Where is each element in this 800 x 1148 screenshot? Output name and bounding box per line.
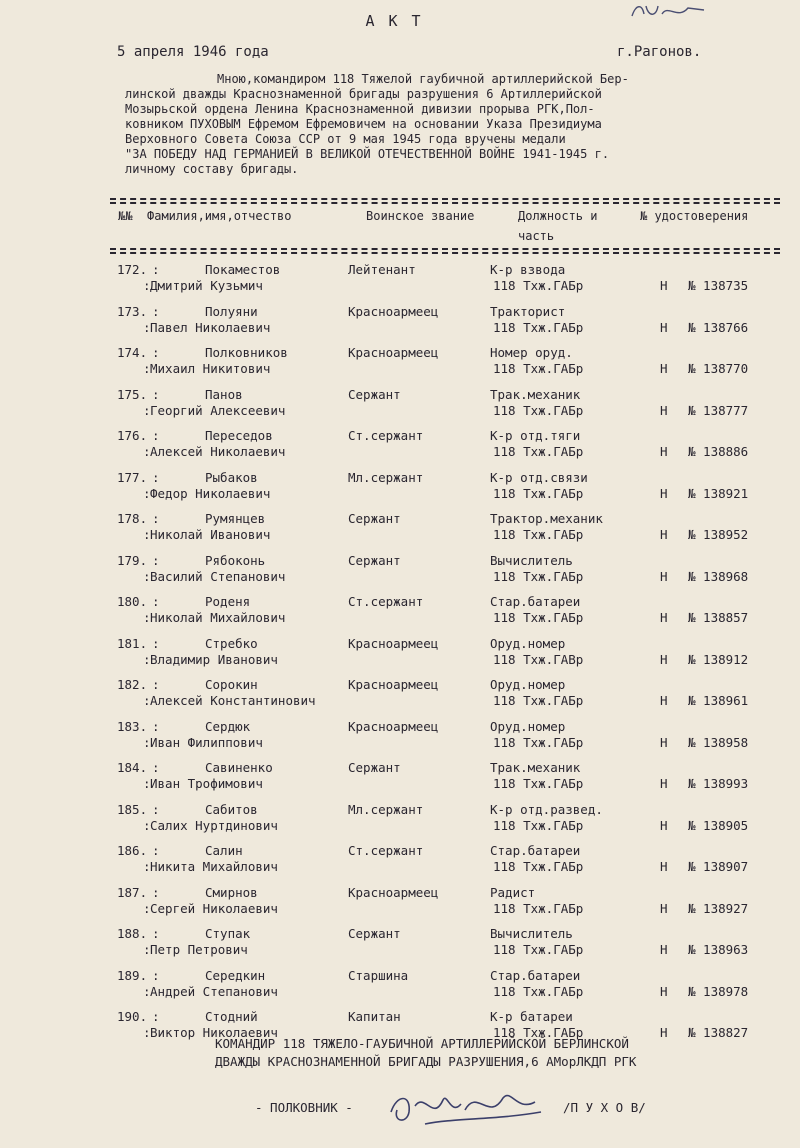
- row-number: 178.: [117, 511, 148, 526]
- row-separator: :: [152, 303, 160, 319]
- row-unit: 118 Тхж.ГАБр: [493, 942, 584, 957]
- row-certificate: № 138907: [688, 859, 749, 874]
- row-surname: Ступак: [205, 926, 251, 941]
- row-number: 188.: [117, 926, 148, 941]
- row-separator: :: [152, 843, 160, 858]
- intro-line: Мною,командиром 118 Тяжелой гаубичной артиллерийской Бер-: [217, 72, 629, 86]
- row-given-names: Василий Степанович: [150, 568, 286, 584]
- row-series: Н: [660, 361, 668, 376]
- row-position: К-р отд.связи: [490, 469, 588, 485]
- row-surname: Сорокин: [205, 677, 258, 692]
- row-number: 177.: [117, 469, 148, 485]
- row-series: Н: [660, 485, 668, 501]
- row-position: Вычислитель: [490, 926, 573, 941]
- row-surname: Стодний: [205, 1009, 258, 1024]
- row-position: К-р батареи: [490, 1009, 573, 1024]
- row-rank: Красноармеец: [348, 884, 439, 900]
- intro-line: Мозырьской ордена Ленина Краснознаменной дивизии прорыва РГК,Пол-: [125, 102, 595, 116]
- row-series: Н: [660, 402, 668, 418]
- header-position-part: часть: [518, 229, 555, 243]
- row-certificate: № 138766: [688, 319, 749, 335]
- row-unit: 118 Тхж.ГАБр: [493, 776, 584, 791]
- row-number: 190.: [117, 1009, 148, 1024]
- row-separator: :: [152, 469, 160, 485]
- row-position: Оруд.номер: [490, 635, 566, 651]
- row-series: Н: [660, 1025, 668, 1040]
- row-position: Стар.батареи: [490, 843, 581, 858]
- row-given-names: Павел Николаевич: [150, 319, 271, 335]
- row-given-names: Сергей Николаевич: [150, 900, 278, 916]
- row-certificate: № 138770: [688, 361, 749, 376]
- row-separator: :: [152, 345, 160, 360]
- header-name: Фамилия,имя,отчество: [147, 209, 292, 223]
- row-surname: Роденя: [205, 594, 251, 609]
- row-unit: 118 Тхж.ГАБр: [493, 485, 584, 501]
- row-separator: :: [152, 760, 160, 775]
- row-certificate: № 138961: [688, 693, 749, 708]
- row-unit: 118 Тхж.ГАБр: [493, 1025, 584, 1040]
- row-rank: Лейтенант: [348, 262, 416, 277]
- row-position: Оруд.номер: [490, 718, 566, 734]
- intro-line: "ЗА ПОБЕДУ НАД ГЕРМАНИЕЙ В ВЕЛИКОЙ ОТЕЧЕСТВЕННОЙ ВОЙНЕ 1941-1945 г.: [125, 147, 610, 161]
- row-number: 173.: [117, 303, 148, 319]
- intro-line: ковником ПУХОВЫМ Ефремом Ефремовичем на основании Указа Президиума: [125, 117, 602, 131]
- row-surname: Панов: [205, 386, 243, 402]
- row-rank: Красноармеец: [348, 303, 439, 319]
- row-series: Н: [660, 568, 668, 584]
- row-given-names: Иван Филиппович: [150, 734, 263, 750]
- row-series: Н: [660, 693, 668, 708]
- row-number: 172.: [117, 262, 148, 277]
- row-given-names: Алексей Николаевич: [150, 444, 286, 459]
- row-certificate: № 138921: [688, 485, 749, 501]
- commander-title-line1: КОМАНДИР 118 ТЯЖЕЛО-ГАУБИЧНОЙ АРТИЛЛЕРИЙСКОЙ БЕРЛИНСКОЙ: [215, 1036, 629, 1051]
- row-unit: 118 Тхж.ГАБр: [493, 402, 584, 418]
- row-separator: :: [152, 594, 160, 609]
- row-certificate: № 138993: [688, 776, 749, 791]
- row-surname: Полковников: [205, 345, 288, 360]
- row-position: Радист: [490, 884, 536, 900]
- row-series: Н: [660, 776, 668, 791]
- row-number: 186.: [117, 843, 148, 858]
- row-separator: :: [143, 610, 151, 625]
- row-rank: Ст.сержант: [348, 843, 424, 858]
- intro-paragraph: [125, 72, 780, 177]
- intro-line: Верховного Совета Союза ССР от 9 мая 1945 года вручены медали: [125, 132, 566, 146]
- row-separator: :: [152, 801, 160, 817]
- row-number: 180.: [117, 594, 148, 609]
- row-separator: :: [143, 817, 151, 833]
- row-certificate: № 138952: [688, 527, 749, 542]
- row-separator: :: [143, 900, 151, 916]
- row-separator: :: [143, 361, 151, 376]
- handwritten-signature: [385, 1082, 545, 1132]
- row-rank: Красноармеец: [348, 635, 439, 651]
- row-surname: Сердюк: [205, 718, 251, 734]
- row-position: Тракторист: [490, 303, 566, 319]
- row-given-names: Андрей Степанович: [150, 983, 278, 999]
- header-position: Должность и: [518, 209, 598, 223]
- row-certificate: № 138857: [688, 610, 749, 625]
- row-rank: Ст.сержант: [348, 428, 424, 443]
- row-unit: 118 Тхж.ГАБр: [493, 444, 584, 459]
- row-separator: :: [143, 319, 151, 335]
- row-unit: 118 Тхж.ГАБр: [493, 693, 584, 708]
- row-certificate: № 138912: [688, 651, 749, 667]
- row-separator: :: [143, 444, 151, 459]
- row-surname: Покаместов: [205, 262, 281, 277]
- row-certificate: № 138963: [688, 942, 749, 957]
- row-series: Н: [660, 610, 668, 625]
- row-certificate: № 138968: [688, 568, 749, 584]
- row-separator: :: [143, 568, 151, 584]
- row-separator: :: [143, 485, 151, 501]
- table-top-rule: [110, 202, 780, 204]
- row-separator: :: [152, 926, 160, 941]
- table-header-rule: [110, 248, 780, 250]
- row-number: 181.: [117, 635, 148, 651]
- row-rank: Старшина: [348, 967, 409, 983]
- row-separator: :: [152, 428, 160, 443]
- row-number: 176.: [117, 428, 148, 443]
- row-number: 189.: [117, 967, 148, 983]
- document-place: г.Рагонов.: [617, 44, 702, 60]
- row-given-names: Никита Михайлович: [150, 859, 278, 874]
- row-certificate: № 138735: [688, 278, 749, 293]
- row-number: 184.: [117, 760, 148, 775]
- row-position: Оруд.номер: [490, 677, 566, 692]
- row-series: Н: [660, 859, 668, 874]
- row-separator: :: [143, 1025, 151, 1040]
- row-number: 187.: [117, 884, 148, 900]
- row-separator: :: [143, 859, 151, 874]
- row-certificate: № 138958: [688, 734, 749, 750]
- row-rank: Капитан: [348, 1009, 401, 1024]
- row-series: Н: [660, 651, 668, 667]
- row-series: Н: [660, 900, 668, 916]
- row-separator: :: [143, 734, 151, 750]
- row-number: 179.: [117, 552, 148, 568]
- row-separator: :: [143, 278, 151, 293]
- row-separator: :: [152, 718, 160, 734]
- row-separator: :: [143, 983, 151, 999]
- row-given-names: Петр Петрович: [150, 942, 248, 957]
- row-separator: :: [143, 651, 151, 667]
- row-rank: Красноармеец: [348, 677, 439, 692]
- row-rank: Ст.сержант: [348, 594, 424, 609]
- row-surname: Переседов: [205, 428, 273, 443]
- commander-name: /П У Х О В/: [563, 1100, 646, 1115]
- row-series: Н: [660, 444, 668, 459]
- header-rank: Воинское звание: [366, 209, 475, 223]
- row-position: К-р взвода: [490, 262, 566, 277]
- row-separator: :: [152, 511, 160, 526]
- row-unit: 118 Тхж.ГАБр: [493, 527, 584, 542]
- row-separator: :: [152, 1009, 160, 1024]
- row-series: Н: [660, 319, 668, 335]
- row-position: Трак.механик: [490, 386, 581, 402]
- row-unit: 118 Тхж.ГАБр: [493, 361, 584, 376]
- row-separator: :: [152, 635, 160, 651]
- row-unit: 118 Тхж.ГАБр: [493, 278, 584, 293]
- commander-rank: - ПОЛКОВНИК -: [255, 1100, 353, 1115]
- row-number: 183.: [117, 718, 148, 734]
- row-surname: Рябоконь: [205, 552, 266, 568]
- document-date: 5 апреля 1946 года: [117, 44, 269, 60]
- row-separator: :: [143, 693, 151, 708]
- row-unit: 118 Тхж.ГАБр: [493, 983, 584, 999]
- row-surname: Полуяни: [205, 303, 258, 319]
- row-separator: :: [143, 402, 151, 418]
- row-given-names: Николай Иванович: [150, 527, 271, 542]
- row-separator: :: [152, 677, 160, 692]
- row-rank: Сержант: [348, 760, 401, 775]
- row-rank: Мл.сержант: [348, 801, 424, 817]
- row-separator: :: [152, 386, 160, 402]
- row-rank: Сержант: [348, 926, 401, 941]
- row-separator: :: [152, 884, 160, 900]
- row-given-names: Георгий Алексеевич: [150, 402, 286, 418]
- row-given-names: Алексей Константинович: [150, 693, 316, 708]
- row-series: Н: [660, 983, 668, 999]
- row-surname: Сабитов: [205, 801, 258, 817]
- row-certificate: № 138978: [688, 983, 749, 999]
- table-header-rule: [110, 252, 780, 254]
- row-position: Трактор.механик: [490, 511, 603, 526]
- row-certificate: № 138886: [688, 444, 749, 459]
- row-position: К-р отд.тяги: [490, 428, 581, 443]
- intro-line: личному составу бригады.: [125, 162, 299, 176]
- row-rank: Сержант: [348, 552, 401, 568]
- document-title: АКТ: [365, 12, 435, 30]
- row-given-names: Дмитрий Кузьмич: [150, 278, 263, 293]
- row-given-names: Михаил Никитович: [150, 361, 271, 376]
- header-number: №№: [118, 209, 133, 223]
- row-surname: Салин: [205, 843, 243, 858]
- row-certificate: № 138827: [688, 1025, 749, 1040]
- row-surname: Румянцев: [205, 511, 266, 526]
- row-certificate: № 138927: [688, 900, 749, 916]
- row-number: 182.: [117, 677, 148, 692]
- row-separator: :: [143, 527, 151, 542]
- row-surname: Смирнов: [205, 884, 258, 900]
- row-unit: 118 Тхж.ГАБр: [493, 610, 584, 625]
- row-position: Стар.батареи: [490, 594, 581, 609]
- row-position: Трак.механик: [490, 760, 581, 775]
- row-position: К-р отд.развед.: [490, 801, 603, 817]
- row-series: Н: [660, 817, 668, 833]
- row-rank: Сержант: [348, 386, 401, 402]
- row-given-names: Владимир Иванович: [150, 651, 278, 667]
- row-separator: :: [143, 942, 151, 957]
- row-unit: 118 Тхж.ГАБр: [493, 734, 584, 750]
- row-unit: 118 Тхж.ГАБр: [493, 900, 584, 916]
- row-given-names: Николай Михайлович: [150, 610, 286, 625]
- row-unit: 118 Тхж.ГАБр: [493, 319, 584, 335]
- row-separator: :: [152, 552, 160, 568]
- row-series: Н: [660, 527, 668, 542]
- row-surname: Рыбаков: [205, 469, 258, 485]
- intro-line: линской дважды Краснознаменной бригады разрушения 6 Артиллерийской: [125, 87, 602, 101]
- header-cert: № удостоверения: [640, 209, 749, 223]
- row-surname: Стребко: [205, 635, 258, 651]
- row-series: Н: [660, 942, 668, 957]
- commander-title-line2: ДВАЖДЫ КРАСНОЗНАМЕННОЙ БРИГАДЫ РАЗРУШЕНИЯ,6 АМорЛКДП РГК: [215, 1054, 637, 1069]
- row-series: Н: [660, 278, 668, 293]
- row-unit: 118 Тхж.ГАБр: [493, 859, 584, 874]
- row-number: 174.: [117, 345, 148, 360]
- row-given-names: Салих Нуртдинович: [150, 817, 278, 833]
- row-separator: :: [152, 967, 160, 983]
- row-unit: 118 Тхж.ГАБр: [493, 817, 584, 833]
- row-position: Номер оруд.: [490, 345, 573, 360]
- row-rank: Мл.сержант: [348, 469, 424, 485]
- row-separator: :: [143, 776, 151, 791]
- row-position: Вычислитель: [490, 552, 573, 568]
- table-top-rule: [110, 198, 780, 200]
- row-series: Н: [660, 734, 668, 750]
- row-surname: Савиненко: [205, 760, 273, 775]
- row-rank: Красноармеец: [348, 718, 439, 734]
- row-given-names: Федор Николаевич: [150, 485, 271, 501]
- row-given-names: Виктор Николаевич: [150, 1025, 278, 1040]
- row-surname: Середкин: [205, 967, 266, 983]
- row-number: 175.: [117, 386, 148, 402]
- row-rank: Сержант: [348, 511, 401, 526]
- row-separator: :: [152, 262, 160, 277]
- row-given-names: Иван Трофимович: [150, 776, 263, 791]
- row-certificate: № 138777: [688, 402, 749, 418]
- row-unit: 118 Тхж.ГАБр: [493, 568, 584, 584]
- row-rank: Красноармеец: [348, 345, 439, 360]
- row-position: Стар.батареи: [490, 967, 581, 983]
- row-number: 185.: [117, 801, 148, 817]
- row-certificate: № 138905: [688, 817, 749, 833]
- row-unit: 118 Тхж.ГАВр: [493, 651, 584, 667]
